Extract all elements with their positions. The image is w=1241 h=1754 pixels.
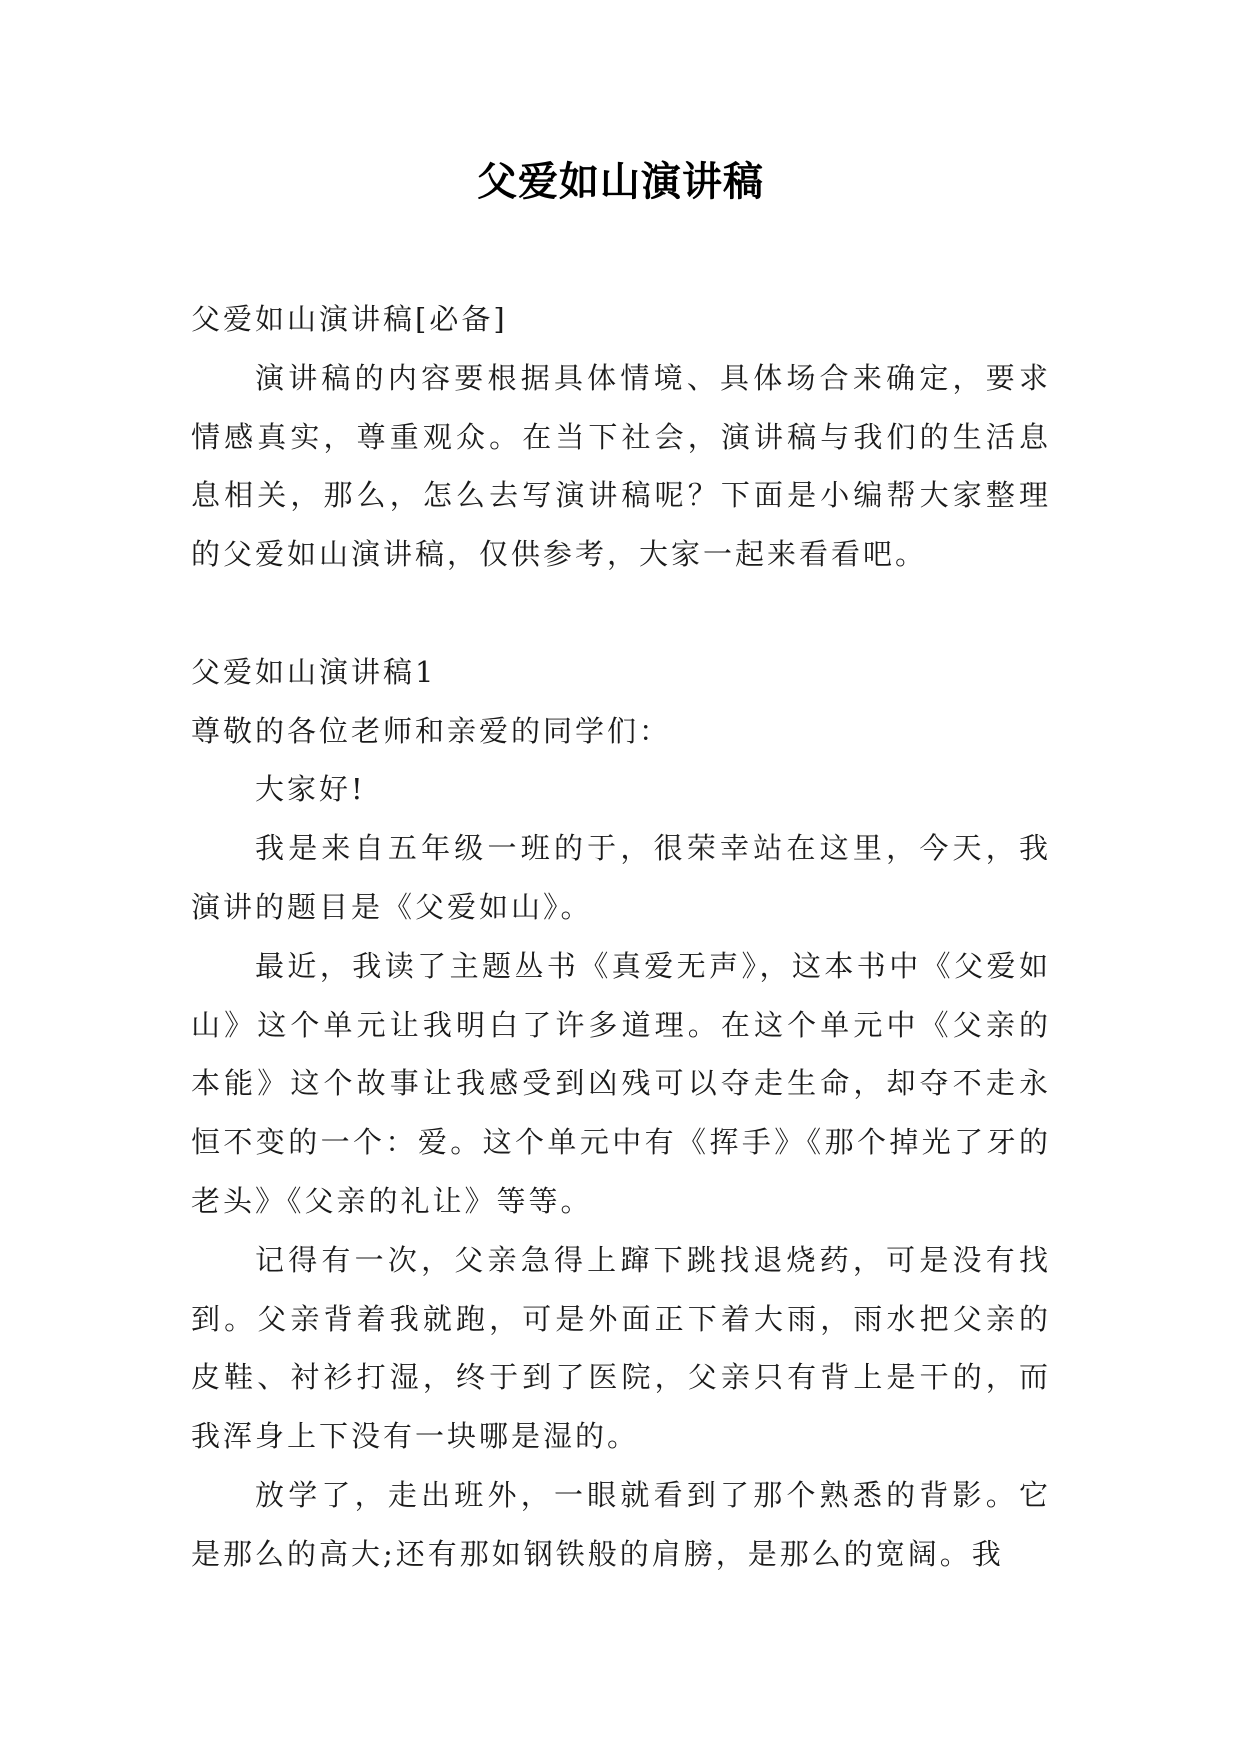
document-title: 父爱如山演讲稿 [477,159,764,205]
body-paragraph: 最近，我读了主题丛书《真爱无声》，这本书中《父爱如山》这个单元让我明白了许多道理。在这个单元中《父亲的本能》这个故事让我感受到凶残可以夺走生命，却夺不走永恒不变的一个：爱。这个单元中有《挥手》《那个掉光了牙的老头》《父亲的礼让》等等。 [191,948,1051,1218]
body-paragraph: 记得有一次，父亲急得上蹿下跳找退烧药，可是没有找到。父亲背着我就跑，可是外面正下着大雨，雨水把父亲的皮鞋、衬衫打湿，终于到了医院，父亲只有背上是干的，而我浑身上下没有一块哪是湿的。 [191,1242,1051,1454]
body-paragraph: 放学了，走出班外，一眼就看到了那个熟悉的背影。它是那么的高大;还有那如钢铁般的肩膀，是那么的宽阔。我 [191,1477,1051,1571]
intro-paragraph: 演讲稿的内容要根据具体情境、具体场合来确定，要求情感真实，尊重观众。在当下社会，演讲稿与我们的生活息息相关，那么，怎么去写演讲稿呢？下面是小编帮大家整理的父爱如山演讲稿，仅供参考，大家一起来看看吧。 [191,360,1051,572]
section-heading: 父爱如山演讲稿1 [191,654,437,689]
subtitle-line: 父爱如山演讲稿[必备] [191,302,508,336]
paragraph-gap [191,584,1051,643]
body-paragraph: 我是来自五年级一班的于，很荣幸站在这里，今天，我演讲的题目是《父爱如山》。 [191,831,1051,924]
greeting-paragraph: 大家好! [255,772,366,807]
document-body [191,290,1051,1584]
salutation-line: 尊敬的各位老师和亲爱的同学们： [191,713,672,748]
